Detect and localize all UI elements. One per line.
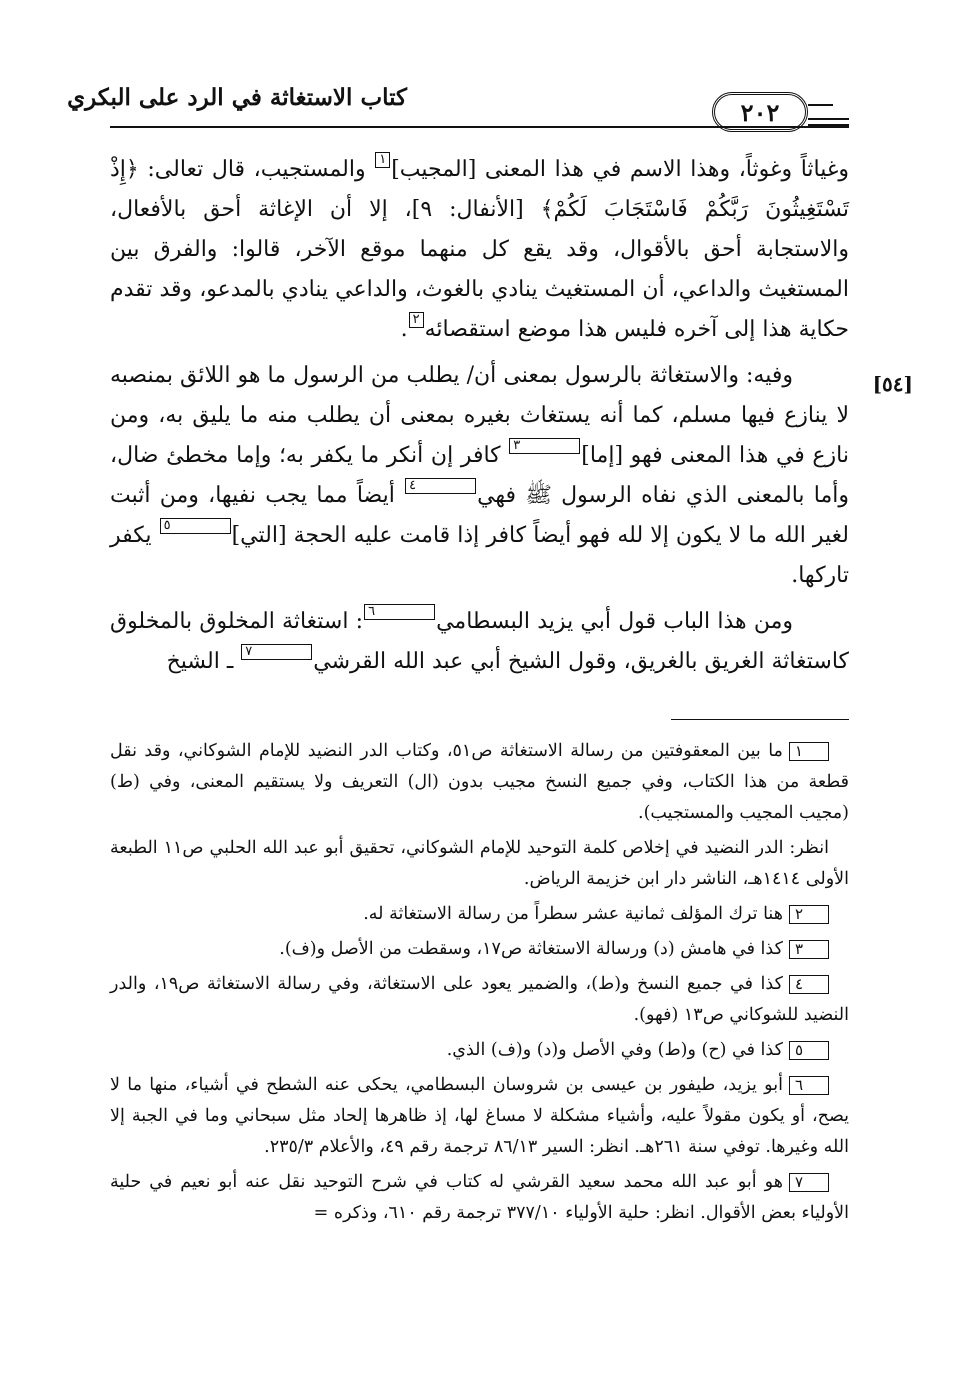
footnote-4-text: كذا في جميع النسخ و(ط)، والضمير يعود على الاستغاثة، وفي رسالة الاستغاثة ص١٩، والدر النضيد للشوكاني ص١٣ (فهو). (110, 974, 849, 1025)
paragraph-3-text-c: ـ الشيخ (166, 649, 241, 674)
paragraph-2-text-b: كافر إن أنكر ما يكفر به؛ وإما مخطئ ضال، وأما بالمعنى الذي نفاه الرسول ﷺ فهي (110, 443, 849, 508)
footnote-7-number: ٧ (789, 1173, 829, 1192)
running-header-title: كتاب الاستغاثة في الرد على البكري (67, 84, 407, 111)
footnote-ref-4[interactable]: ٤ (405, 478, 476, 494)
footnote-1-continuation-text: انظر: الدر النضيد في إخلاص كلمة التوحيد للإمام الشوكاني، تحقيق أبو عبد الله الحلبي ص١١ الطبعة الأولى ١٤١٤هـ، الناشر دار ابن خزيمة الرياض. (110, 838, 849, 889)
footnotes (110, 736, 849, 1233)
footnote-6-text: أبو يزيد، طيفور بن عيسى بن شروسان البسطامي، يحكى عنه الشطح في أشياء، منها ما لا يصح، أو يكون مقولاً عليه، وأشياء مشكلة لا مساغ لها، إذ ظاهرها إلحاد مثل سبحاني وما في الجبة إلا الله وغيرها. توفي سنة ٢٦١هـ. انظر: السير ٨٦/١٣ ترجمة رقم ٤٩، والأعلام ٢٣٥/٣. (110, 1075, 849, 1157)
footnote-2-number: ٢ (789, 905, 829, 924)
paragraph-2-text-d: يكفر تاركها. (110, 523, 849, 588)
footnote-ref-6[interactable]: ٦ (364, 604, 435, 620)
footnote-6 (110, 1070, 849, 1163)
footnote-7 (110, 1167, 849, 1229)
paragraph-1 (110, 150, 849, 350)
paragraph-3 (110, 602, 849, 682)
footnote-3 (110, 934, 849, 965)
footnote-ref-1[interactable]: ١ (375, 152, 390, 168)
paragraph-3-text-b: : استغاثة المخلوق بالمخلوق كاستغاثة الغريق بالغريق، وقول الشيخ أبي عبد الله القرشي (110, 609, 849, 674)
footnote-ref-3[interactable]: ٣ (509, 438, 580, 454)
footnote-5 (110, 1035, 849, 1066)
manuscript-folio-marker: [٥٤] (872, 372, 913, 396)
footnote-1-number: ١ (789, 742, 829, 761)
paragraph-1-text-a: وغياثاً وغوثاً، وهذا الاسم في هذا المعنى [المجيب] (391, 157, 849, 182)
header-rule-line-1 (808, 118, 849, 120)
footnote-5-text: كذا في (ح) و(ط) وفي الأصل و(د) و(ف) الذي. (446, 1040, 783, 1060)
footnote-1 (110, 736, 849, 829)
footnote-4 (110, 969, 849, 1031)
footnote-1-text: ما بين المعقوفتين من رسالة الاستغاثة ص٥١، وكتاب الدر النضيد للإمام الشوكاني، وقد نقل قطعة من هذا الكتاب، وفي جميع النسخ مجيب بدون (ال) التعريف ولا يستقيم المعنى، وفي (ط) (مجيب المجيب والمستجيب). (110, 741, 849, 823)
header-rule-line-2 (110, 126, 849, 128)
footnote-separator (671, 719, 849, 720)
paragraph-1-text-c: . (400, 317, 408, 342)
footnote-6-number: ٦ (789, 1076, 829, 1095)
footnote-ref-5[interactable]: ٥ (160, 518, 231, 534)
footnote-ref-2[interactable]: ٢ (409, 312, 424, 328)
paragraph-1-text-b: والمستجيب، قال تعالى: ﴿إِذْ تَسْتَغِيثُونَ رَبَّكُمْ فَاسْتَجَابَ لَكُمْ﴾ [الأنفال: ٩]، إلا أن الإغاثة أحق بالأفعال، والاستجابة أحق بالأقوال، وقد يقع كل منهما موقع الآخر، قالوا: والفرق بين المستغيث والداعي، أن المستغيث ينادي بالغوث، والداعي ينادي بالمدعو، وقد تقدم حكاية هذا إلى آخره فليس هذا موضع استقصائه (110, 157, 849, 342)
paragraph-2-text-c: أيضاً مما يجب نفيها، ومن أثبت لغير الله ما لا يكون إلا لله فهو أيضاً كافر إذا قامت عليه الحجة [التي] (110, 483, 849, 548)
paragraph-2-text-a: وفيه: والاستغاثة بالرسول بمعنى أن/ يطلب من الرسول ما هو اللائق بمنصبه لا ينازع فيها مسلم، كما أنه يستغاث بغيره بمعنى أن يطلب منه ما يليق به، ومن نازع في هذا المعنى فهو [إما] (110, 363, 850, 468)
footnote-2 (110, 899, 849, 930)
footnote-4-number: ٤ (789, 975, 829, 994)
footnote-3-text: كذا في هامش (د) ورسالة الاستغاثة ص١٧، وسقطت من الأصل و(ف). (279, 939, 783, 959)
page-number: ٢٠٢ (740, 97, 780, 127)
footnote-3-number: ٣ (789, 940, 829, 959)
footnote-7-text: هو أبو عبد الله محمد سعيد القرشي له كتاب في شرح التوحيد نقل عنه أبو نعيم في حلية الأولياء بعض الأقوال. انظر: حلية الأولياء ٣٧٧/١٠ ترجمة رقم ٦١٠، وذكره = (110, 1172, 849, 1223)
footnote-2-text: هنا ترك المؤلف ثمانية عشر سطراً من رسالة الاستغاثة له. (363, 904, 783, 924)
paragraph-2 (110, 356, 849, 596)
footnote-ref-7[interactable]: ٧ (241, 644, 312, 660)
header-rule-top (808, 104, 833, 106)
main-text (110, 150, 849, 682)
footnote-5-number: ٥ (789, 1041, 829, 1060)
footnote-1-continuation (110, 833, 849, 895)
paragraph-3-text-a: ومن هذا الباب قول أبي يزيد البسطامي (436, 609, 793, 634)
